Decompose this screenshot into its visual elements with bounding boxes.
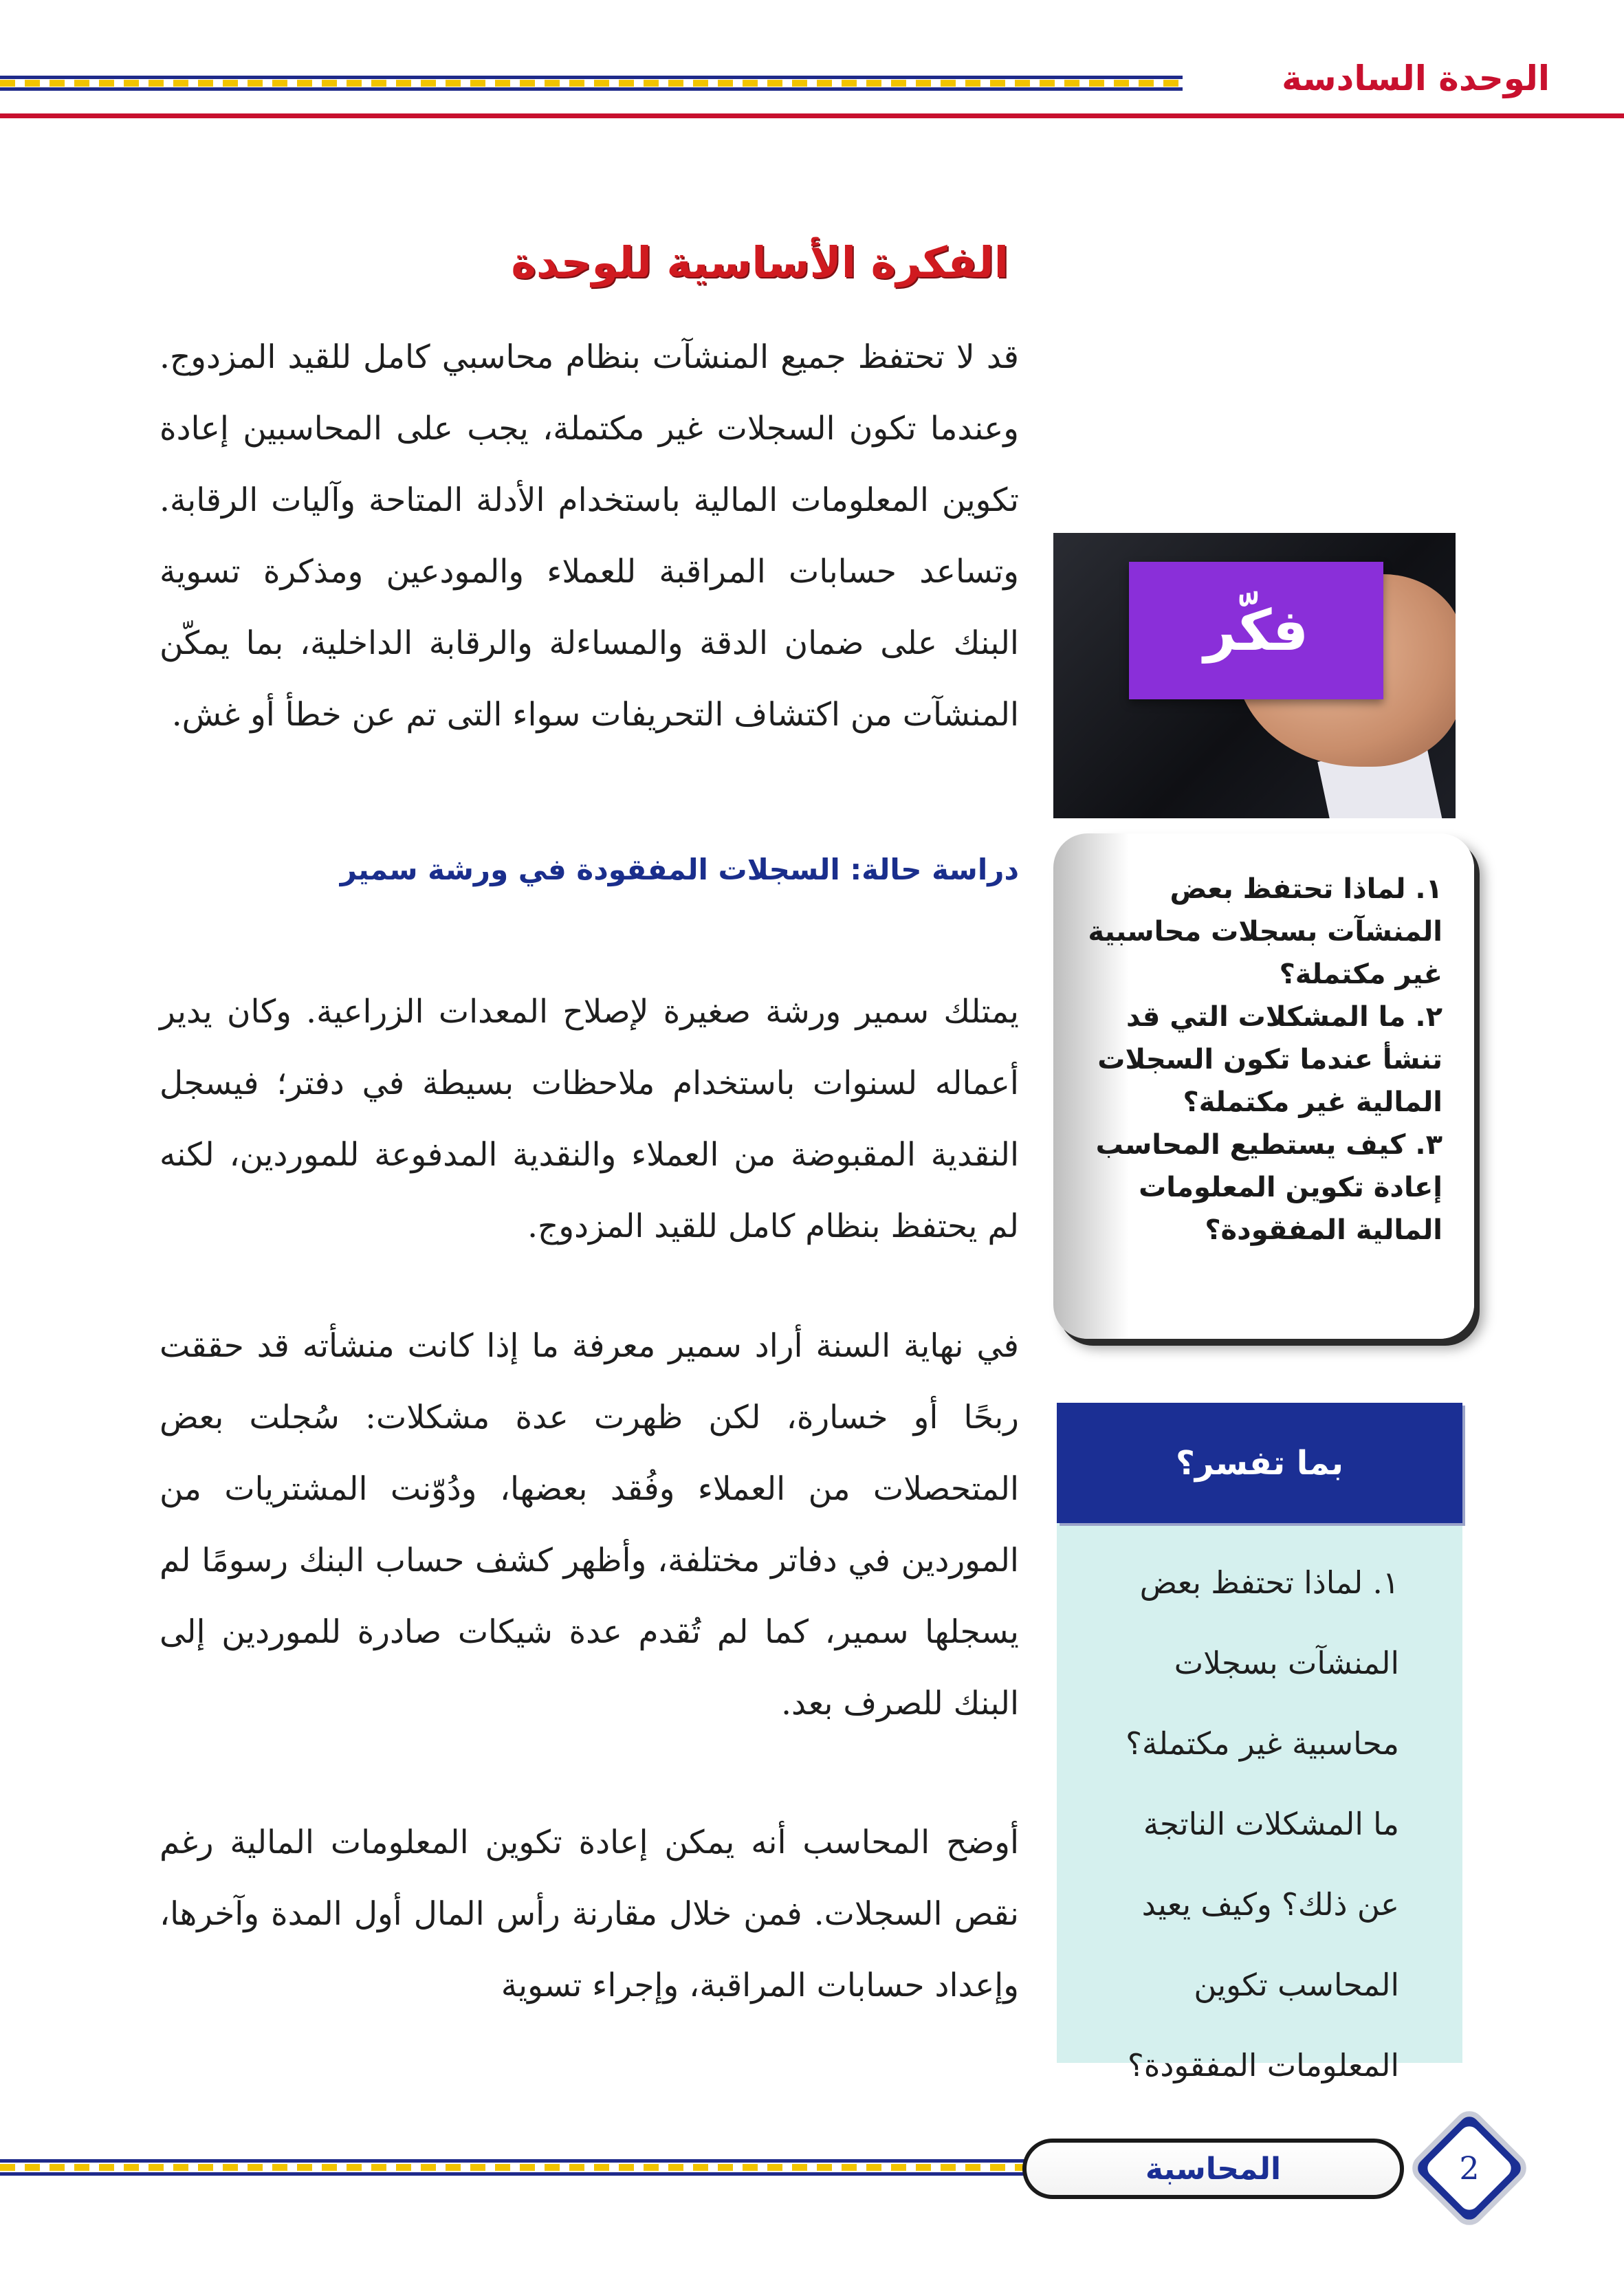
question-item: ٢. ما المشكلات التي قد تنشأ عندما تكون السجلات المالية غير مكتملة؟ [1097,1001,1442,1118]
think-card-label: فكّر [1203,598,1309,664]
case-study-title: دراسة حالة: السجلات المفقودة في ورشة سمير [340,853,1019,886]
case-paragraph: أوضح المحاسب أنه يمكن إعادة تكوين المعلومات المالية رغم نقص السجلات. فمن خلال مقارنة رأس المال أول المدة وآخرها، وإعداد حسابات المراقبة، وإجراء تسوية [160,1824,1019,2004]
explain-text: ١. لماذا تحتفظ بعض المنشآت بسجلات محاسبية غير مكتملة؟ ما المشكلات الناتجة عن ذلك؟ وكيف يعيد المحاسب تكوين المعلومات المفقودة؟ [1126,1564,1399,2084]
footer-dashed-rule [0,2159,1035,2176]
explain-box [1057,1403,1462,2084]
explain-header [1057,1403,1462,1523]
case-paragraph: في نهاية السنة أراد سمير معرفة ما إذا كانت منشأته قد حققت ربحًا أو خسارة، لكن ظهرت عدة مشكلات: سُجلت بعض المتحصلات من العملاء وفُقد بعضها، ودُوّنت المشتريات من الموردين في دفاتر مختلفة، وأظهر كشف حساب البنك رسومًا لم يسجلها سمير، كما لم تُقدم عدة شيكات صادرة للموردين إلى البنك للصرف بعد. [160,1327,1019,1723]
header-red-rule [0,113,1624,118]
footer-subject-pill [1022,2139,1404,2199]
case-paragraph: يمتلك سمير ورشة صغيرة لإصلاح المعدات الزراعية. وكان يدير أعماله لسنوات باستخدام ملاحظات بسيطة في دفتر؛ فيسجل النقدية المقبوضة من العملاء والنقدية المدفوعة للموردين، لكنه لم يحتفظ بنظام كامل للقيد المزدوج. [160,993,1019,1245]
unit-label: الوحدة السادسة [1282,58,1550,98]
question-item: ١. لماذا تحتفظ بعض المنشآت بسجلات محاسبية غير مكتملة؟ [1088,873,1442,990]
footer-subject: المحاسبة [1145,2151,1282,2187]
page-title: الفكرة الأساسية للوحدة [511,237,1009,287]
think-questions-list [1081,868,1442,1251]
page-number: 2 [1459,2150,1480,2187]
intro-paragraph: قد لا تحتفظ جميع المنشآت بنظام محاسبي كامل للقيد المزدوج. وعندما تكون السجلات غير مكتملة، يجب على المحاسبين إعادة تكوين المعلومات المالية باستخدام الأدلة المتاحة وآليات الرقابة. وتساعد حسابات المراقبة للعملاء والمودعين ومذكرة تسوية البنك على ضمان الدقة والمساءلة والرقابة الداخلية، بما يمكّن المنشآت من اكتشاف التحريفات سواء التى تم عن خطأ أو غش. [160,338,1019,734]
question-item: ٣. كيف يستطيع المحاسب إعادة تكوين المعلومات المالية المفقودة؟ [1095,1129,1442,1246]
think-photo [1053,533,1456,818]
think-card [1129,562,1383,699]
explain-title: بما تفسر؟ [1175,1443,1344,1483]
think-questions-panel [1053,833,1474,1339]
header-dashed-rule [0,76,1183,91]
